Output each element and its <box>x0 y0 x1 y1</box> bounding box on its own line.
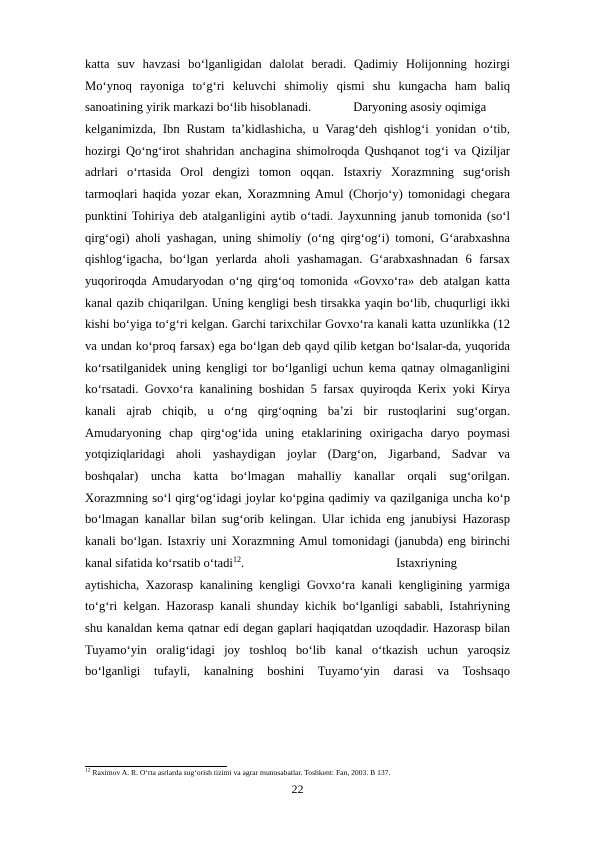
text-line: Xorazmning so‘l qirg‘og‘idagi joylar ko‘pgina qadimiy va qazilganiga uncha ko‘p <box>85 490 510 505</box>
text-line: tarmoqlari haqida yozar ekan, Xorazmning Amul (Chorjo‘y) tomonidagi chegara <box>85 187 510 202</box>
text-line: Mo‘ynoq rayoniga to‘g‘ri keluvchi shimoliy qismi shu kungacha ham baliq <box>85 78 510 93</box>
text-line: shu kanaldan kema qatnar edi degan gaplari haqiqatdan uzoqdadir. Hazorasp bilan <box>85 620 510 635</box>
text-segment: . <box>240 555 245 570</box>
text-segment: Istaxriyning <box>396 555 457 570</box>
text-line <box>85 553 510 575</box>
text-line: punktini Tohiriya deb atalganligini aytib o‘tadi. Jayxunning janub tomonida (so‘l <box>85 208 510 223</box>
text-line: yotqiziqlaridagi aholi yashaydigan joylar (Darg‘on, Jigarband, Sadvar va <box>85 447 510 462</box>
text-line: Tuyamo‘yin oralig‘idagi joy toshloq bo‘lib kanal o‘tkazish uchun yaroqsiz <box>85 642 510 657</box>
text-segment: Daryoning asosiy oqimiga <box>353 100 487 115</box>
text-line: Amudaryoning chap qirg‘og‘ida uning etaklarining oxirigacha daryo poymasi <box>85 425 510 440</box>
footnote-text: Raximov A. R. O‘rta asrlarda sug‘orish tizimi va agrar munosabatlar. Toshkent: Fan, 2003. B 137. <box>90 768 391 777</box>
text-line: qirg‘ogi) aholi yashagan, uning shimoliy (o‘ng qirg‘og‘i) tomoni, G‘arabxashna <box>85 230 510 245</box>
text-line: ko‘rsatadi. Govxo‘ra kanalining boshidan 5 farsax quyiroqda Kerix yoki Kirya <box>85 382 510 397</box>
text-line: va undan ko‘proq farsax) ega bo‘lgan deb qayd qilib ketgan bo‘lsalar-da, yuqorida <box>85 338 510 353</box>
text-line: kishi bo‘yiga to‘g‘ri kelgan. Garchi tarixchilar Govxo‘ra kanali katta uzunlikka (12 <box>85 317 510 332</box>
text-line: bo‘lganligi tufayli, kanalning boshini Tuyamo‘yin darasi va Toshsaqo <box>85 664 510 679</box>
main-text-body <box>85 54 510 683</box>
page-number: 22 <box>291 782 304 796</box>
footnote-number: 12 <box>85 767 91 774</box>
footnote-separator <box>85 766 227 767</box>
text-line: boshqalar) uncha katta bo‘lmagan mahalliy kanallar orqali sug‘orilgan. <box>85 469 510 484</box>
text-line: kanali bo‘lgan. Istaxriy uni Xorazmning Amul tomonidagi (janubda) eng birinchi <box>85 534 510 549</box>
text-segment: sanoatining yirik markazi bo‘lib hisoblanadi. <box>85 100 312 115</box>
text-line: qishlog‘igacha, bo‘lgan yerlarda aholi yashamagan. G‘arabxashnadan 6 farsax <box>85 252 510 267</box>
text-line: katta suv havzasi bo‘lganligidan dalolat beradi. Qadimiy Holijonning hozirgi <box>85 57 510 71</box>
text-line: bo‘lmagan kanallar bilan sug‘orib kelingan. Ular ichida eng janubiysi Hazorasp <box>85 512 510 527</box>
text-line: hozirgi Qo‘ng‘irot shahridan anchagina shimolroqda Qushqanot tog‘i va Qiziljar <box>85 143 510 158</box>
footnote-reference: 12 <box>232 554 241 564</box>
text-line: kanal qazib chiqarilgan. Uning kengligi besh tirsakka yaqin bo‘lib, chuqurligi ikki <box>85 295 510 310</box>
text-line: kelganimizda, Ibn Rustam ta’kidlashicha, u Varag‘deh qishlog‘i yonidan o‘tib, <box>85 122 510 137</box>
text-line: to‘g‘ri kelgan. Hazorasp kanali shunday kichik bo‘lganligi sababli, Istahriyning <box>85 599 510 614</box>
text-line: yuqoriroqda Amudaryodan o‘ng qirg‘oq tomonida «Govxo‘ra» deb atalgan katta <box>85 273 510 288</box>
text-line: kanali ajrab chiqib, u o‘ng qirg‘oqning ba’zi bir rustoqlarini sug‘organ. <box>85 404 510 418</box>
text-line <box>85 97 510 119</box>
text-segment: kanal sifatida ko‘rsatib o‘tadi <box>85 555 233 570</box>
footnote <box>85 768 515 778</box>
text-line: ko‘rsatilganidek uning kengligi tor bo‘lganligi uchun kema qatnay olmaganligini <box>85 360 510 375</box>
text-line: aytishicha, Xazorasp kanalining kengligi Govxo‘ra kanali kengligining yarmiga <box>85 577 510 592</box>
text-line: adrlari o‘rtasida Orol dengizi tomon oqqan. Istaxriy Xorazmning sug‘orish <box>85 165 510 180</box>
